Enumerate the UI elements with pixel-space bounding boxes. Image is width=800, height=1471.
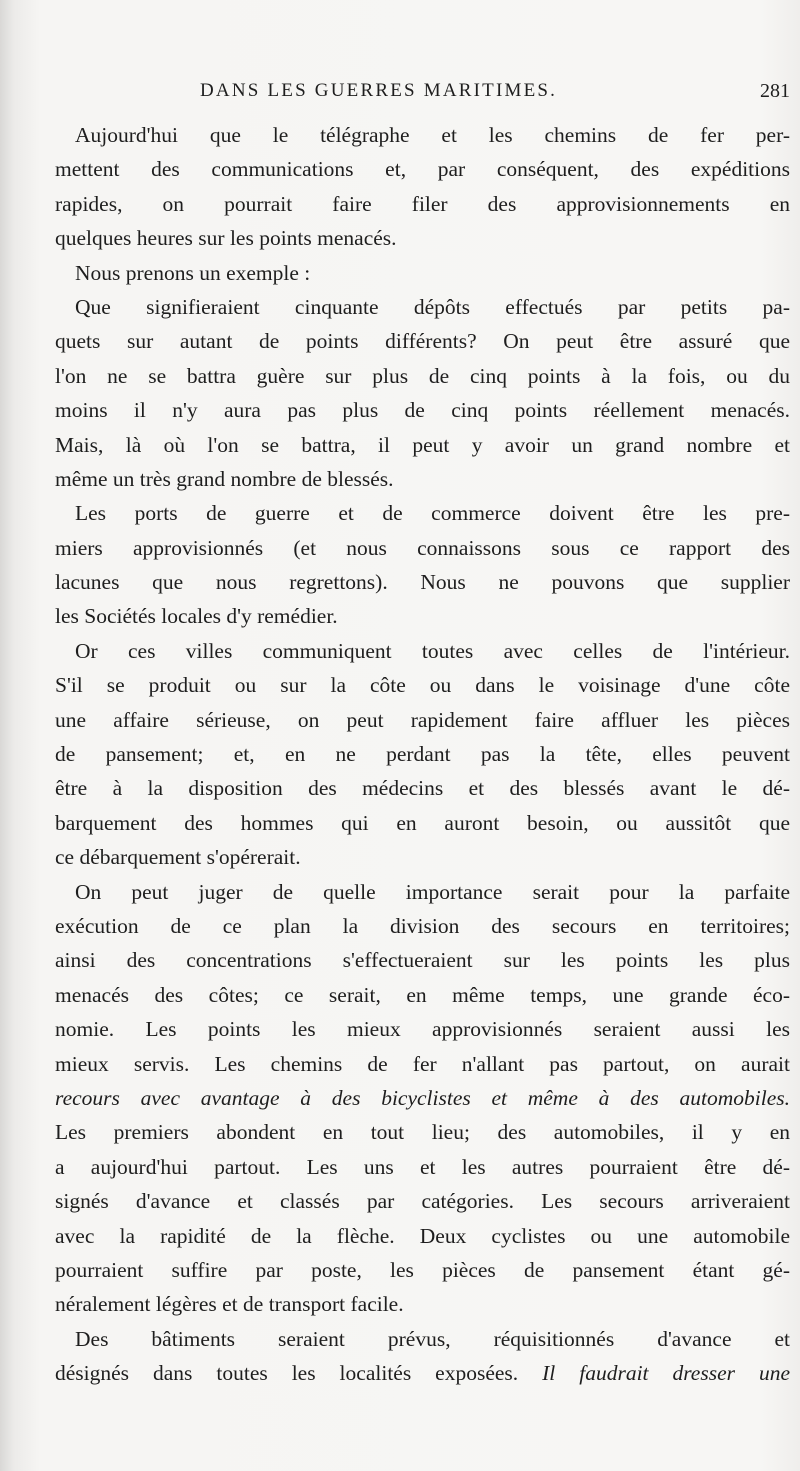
text-line-content: mettent des communications et, par conséquent, des expéditions	[55, 157, 790, 182]
text-line-content: ce débarquement s'opérerait.	[55, 845, 301, 870]
text-line	[55, 152, 790, 186]
text-line-content: lacunes que nous regrettons). Nous ne pouvons que supplier	[55, 570, 790, 595]
text-line	[55, 599, 790, 633]
text-line-content: une affaire sérieuse, on peut rapidement faire affluer les pièces	[55, 707, 790, 732]
text-line	[55, 1356, 790, 1390]
text-line-content: Mais, là où l'on se battra, il peut y avoir un grand nombre et	[55, 432, 790, 457]
text-line-content: On peut juger de quelle importance serait pour la parfaite	[75, 879, 790, 904]
body-text	[55, 118, 790, 1390]
text-line	[55, 1219, 790, 1253]
text-line-content: rapides, on pourrait faire filer des approvisionnements en	[55, 191, 790, 216]
text-line	[55, 118, 790, 152]
text-line	[55, 1184, 790, 1218]
running-head: DANS LES GUERRES MARITIMES.	[200, 80, 558, 101]
text-line-content: désignés dans toutes les localités exposées.	[55, 1361, 519, 1386]
text-line-content: pourraient suffire par poste, les pièces de pansement étant gé-	[55, 1257, 790, 1282]
text-line-content: moins il n'y aura pas plus de cinq points réellement menacés.	[55, 398, 790, 423]
text-line-content: signés d'avance et classés par catégories. Les secours arriveraient	[55, 1189, 790, 1214]
text-line	[55, 1047, 790, 1081]
text-line	[55, 256, 790, 290]
text-line-content: miers approvisionnés (et nous connaissons sous ce rapport des	[55, 535, 790, 560]
text-line	[55, 978, 790, 1012]
text-line-content: mieux servis. Les chemins de fer n'allant pas partout, on aurait	[55, 1051, 790, 1076]
text-line	[55, 943, 790, 977]
text-line-content: barquement des hommes qui en auront besoin, ou aussitôt que	[55, 810, 790, 835]
text-line	[55, 703, 790, 737]
text-line	[55, 290, 790, 324]
text-line	[55, 221, 790, 255]
text-line	[55, 462, 790, 496]
text-line	[55, 634, 790, 668]
text-line	[55, 428, 790, 462]
text-line-content: quets sur autant de points différents? On peut être assuré que	[55, 329, 790, 354]
text-line	[55, 1287, 790, 1321]
text-line-content: exécution de ce plan la division des secours en territoires;	[55, 913, 790, 938]
text-line-content: a aujourd'hui partout. Les uns et les autres pourraient être dé-	[55, 1154, 790, 1179]
text-line-content: avec la rapidité de la flèche. Deux cyclistes ou une automobile	[55, 1223, 790, 1248]
text-line-content: Aujourd'hui que le télégraphe et les chemins de fer per-	[75, 123, 790, 147]
text-line	[55, 531, 790, 565]
text-line-content: Les ports de guerre et de commerce doivent être les pre-	[75, 501, 790, 526]
text-line	[55, 1150, 790, 1184]
text-line-content: de pansement; et, en ne perdant pas la tête, elles peuvent	[55, 742, 790, 767]
text-line-content: l'on ne se battra guère sur plus de cinq points à la fois, ou du	[55, 363, 790, 388]
text-line	[55, 496, 790, 530]
text-line-content: menacés des côtes; ce serait, en même temps, une grande éco-	[55, 982, 790, 1007]
text-line-content: Des bâtiments seraient prévus, réquisitionnés d'avance et	[75, 1326, 790, 1351]
text-line-content: nomie. Les points les mieux approvisionnés seraient aussi les	[55, 1017, 790, 1042]
text-line-content: Que signifieraient cinquante dépôts effectués par petits pa-	[75, 294, 790, 319]
text-line-content: Or ces villes communiquent toutes avec celles de l'intérieur.	[75, 638, 790, 663]
text-line-content: être à la disposition des médecins et des blessés avant le dé-	[55, 776, 790, 801]
text-line-content: ainsi des concentrations s'effectueraient sur les points les plus	[55, 948, 790, 973]
text-line	[55, 359, 790, 393]
page-header	[200, 80, 790, 112]
text-line	[55, 909, 790, 943]
text-line-content: même un très grand nombre de blessés.	[55, 466, 394, 491]
text-line-content: quelques heures sur les points menacés.	[55, 226, 397, 251]
text-line	[55, 806, 790, 840]
text-line	[55, 1012, 790, 1046]
text-line	[55, 668, 790, 702]
page-number: 281	[760, 80, 790, 102]
text-line	[55, 187, 790, 221]
text-line	[55, 565, 790, 599]
text-line-content: Les premiers abondent en tout lieu; des automobiles, il y en	[55, 1120, 790, 1145]
text-line-content: recours avec avantage à des bicyclistes et même à des automobiles.	[55, 1085, 790, 1110]
text-line	[55, 1081, 790, 1115]
text-line	[55, 771, 790, 805]
text-line	[55, 324, 790, 358]
text-line	[55, 1253, 790, 1287]
text-line	[55, 737, 790, 771]
text-line-content: Nous prenons un exemple :	[75, 260, 311, 285]
text-line	[55, 1322, 790, 1356]
text-line-content: les Sociétés locales d'y remédier.	[55, 604, 338, 629]
text-line	[55, 875, 790, 909]
text-line-content: néralement légères et de transport facile.	[55, 1292, 404, 1317]
text-line-content: S'il se produit ou sur la côte ou dans le voisinage d'une côte	[55, 673, 790, 698]
text-line	[55, 840, 790, 874]
text-line	[55, 1115, 790, 1149]
text-line	[55, 393, 790, 427]
italic-text: Il faudrait dresser une	[542, 1361, 790, 1386]
